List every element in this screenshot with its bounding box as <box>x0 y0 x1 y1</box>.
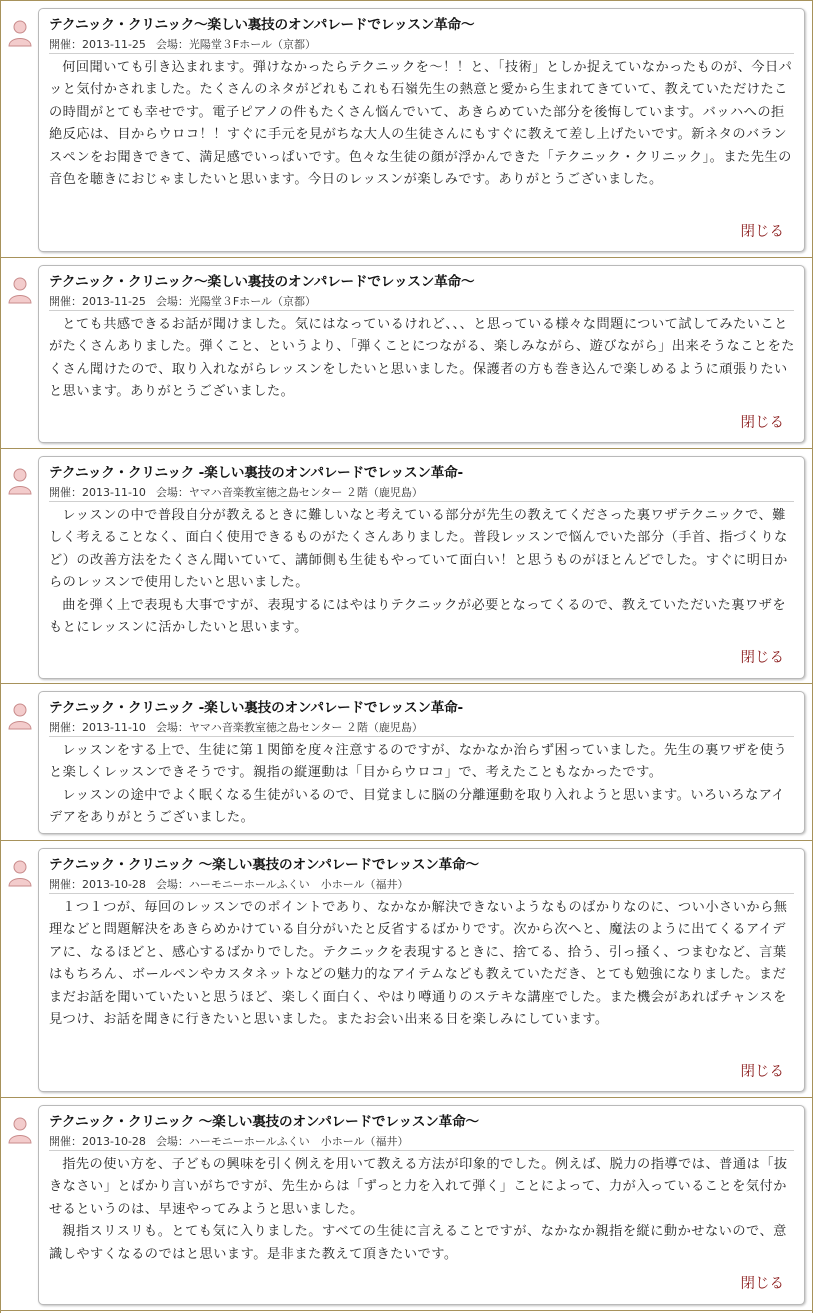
divider <box>49 310 794 311</box>
review-paragraph: 何回聞いても引き込まれます。弾けなかったらテクニックを～！！と、「技術」としか捉えていなかったものが、今日パッと気付かされました。たくさんのネタがどれもこれも石嶺先生の熱意と愛から生まれてきていて、教えていただけたこの時間がとても幸せです。電子ピアノの件もたくさん悩んでいて、あきらめていた部分を後悔しています。バッハへの拒絶反応は、目からウロコ！！すぐに手元を見がちな大人の生徒さんにもすぐに教えて差し上げたいです。新ネタのバランスペンをお聞きできて、満足感でいっぱいです。色々な生徒の顔が浮かんできた「テクニック・クリニック」。また先生の音色を聴きにおじゃましたいと思います。今日のレッスンが楽しみです。ありがとうございました。 <box>49 60 793 188</box>
divider <box>49 893 794 894</box>
review-paragraph: レッスンをする上で、生徒に第１関節を度々注意するのですが、なかなか治らず困っていました。先生の裏ワザを使うと楽しくレッスンできそうです。親指の縦運動は「目からウロコ」で、考えたこともなかったです。 <box>49 743 788 781</box>
review-card <box>38 848 805 1092</box>
review-title: テクニック・クリニック～楽しい裏技のオンパレードでレッスン革命～ <box>49 274 475 290</box>
user-avatar-icon <box>8 19 32 47</box>
close-link[interactable]: 閉じる <box>740 1276 784 1292</box>
divider <box>49 501 794 502</box>
review-date: 開催：2013-11-10 <box>49 721 146 734</box>
close-link[interactable]: 閉じる <box>740 415 784 431</box>
review-card <box>38 456 805 679</box>
review-title: テクニック・クリニック ～楽しい裏技のオンパレードでレッスン革命～ <box>49 857 479 873</box>
divider <box>49 1150 794 1151</box>
review-body <box>49 740 796 830</box>
review-entry <box>1 840 812 1097</box>
review-body <box>49 897 796 1031</box>
review-meta <box>49 1133 409 1149</box>
review-date: 開催：2013-11-10 <box>49 486 146 499</box>
review-body <box>49 57 796 191</box>
review-entry <box>1 0 812 257</box>
user-avatar-icon <box>8 467 32 495</box>
review-card <box>38 1105 805 1305</box>
review-paragraph: １つ１つが、毎回のレッスンでのポイントであり、なかなか解決できないようなものばかりなのに、つい小さいから無理などと問題解決をあきらめかけている自分がいたと反省するばかりです。次から次へと、魔法のように出てくるアイデアに、なるほどと、感心するばかりでした。テクニックを表現するときに、捨てる、拾う、引っ掻く、つまむなど、言葉はもちろん、ボールペンやカスタネットなどの魅力的なアイテムなども教えていただき、とても勉強になりました。まだまだお話を聞いていたいと思うほど、楽しく面白く、やはり噂通りのステキな講座でした。また機会があればチャンスを見つけ、お話を聞きに行きたいと思いました。またお会い出来る日を楽しみにしています。 <box>49 900 788 1028</box>
divider <box>49 736 794 737</box>
review-paragraph: レッスンの中で普段自分が教えるときに難しいなと考えている部分が先生の教えてくださった裏ワザテクニックで、難しく考えることなく、面白く使用できるものがたくさんありました。普段レッスンで悩んでいた部分（手首、指づくりなど）の改善方法をたくさん聞いていて、講師側も生徒もやっていて面白い！と思うものがほとんどでした。すぐに明日からのレッスンで使用したいと思いました。 <box>49 508 788 591</box>
review-date: 開催：2013-11-25 <box>49 295 146 308</box>
review-date: 開催：2013-10-28 <box>49 1135 146 1148</box>
review-venue: 会場：ハーモニーホールふくい 小ホール（福井） <box>155 1135 409 1148</box>
review-card <box>38 265 805 443</box>
review-paragraph: とても共感できるお話が聞けました。気にはなっているけれど、、、と思っている様々な問題について試してみたいことがたくさんありました。弾くこと、というより、「弾くことにつながる、楽しみながら、遊びながら」出来そうなことをたくさん聞けたので、取り入れながらレッスンをしたいと思いました。保護者の方も巻き込んで楽しめるように頑張りたいと思います。ありがとうございました。 <box>49 317 795 400</box>
divider <box>49 53 794 54</box>
review-card <box>38 8 805 252</box>
close-link[interactable]: 閉じる <box>740 1064 784 1080</box>
review-meta <box>49 293 316 309</box>
review-title: テクニック・クリニック～楽しい裏技のオンパレードでレッスン革命～ <box>49 17 475 33</box>
review-paragraph: 指先の使い方を、子どもの興味を引く例えを用いて教える方法が印象的でした。例えば、脱力の指導では、普通は「抜きなさい」とばかり言いがちですが、先生からは「ずっと力を入れて弾く」ことによって、力が入っていることを気付かせるというのは、早速やってみようと思いました。 <box>49 1157 788 1217</box>
review-body <box>49 314 796 404</box>
review-meta <box>49 36 316 52</box>
review-card <box>38 691 805 834</box>
review-meta <box>49 876 409 892</box>
close-link[interactable]: 閉じる <box>740 650 784 666</box>
review-title: テクニック・クリニック -楽しい裏技のオンパレードでレッスン革命- <box>49 465 463 481</box>
review-meta <box>49 719 423 735</box>
review-date: 開催：2013-10-28 <box>49 878 146 891</box>
user-avatar-icon <box>8 702 32 730</box>
close-link[interactable]: 閉じる <box>740 224 784 240</box>
review-entry <box>1 448 812 683</box>
user-avatar-icon <box>8 276 32 304</box>
review-date: 開催：2013-11-25 <box>49 38 146 51</box>
review-title: テクニック・クリニック -楽しい裏技のオンパレードでレッスン革命- <box>49 700 463 716</box>
review-venue: 会場：光陽堂３Fホール（京都） <box>155 295 317 308</box>
review-body <box>49 1154 796 1266</box>
review-paragraph: レッスンの途中でよく眠くなる生徒がいるので、目覚ましに脳の分離運動を取り入れようと思います。いろいろなアイデアをありがとうございました。 <box>49 787 785 826</box>
user-avatar-icon <box>8 859 32 887</box>
review-body <box>49 505 796 639</box>
review-entry <box>1 1097 812 1311</box>
review-venue: 会場：ヤマハ音楽教室徳之島センター ２階（鹿児島） <box>155 721 423 734</box>
review-paragraph: 曲を弾く上で表現も大事ですが、表現するにはやはりテクニックが必要となってくるので、教えていただいた裏ワザをもとにレッスンに活かしたいと思います。 <box>49 597 787 636</box>
review-paragraph: 親指スリスリも。とても気に入りました。すべての生徒に言えることですが、なかなか親指を縦に動かせないので、意識しやすくなるのではと思います。是非また教えて頂きたいです。 <box>49 1224 787 1262</box>
review-meta <box>49 484 423 500</box>
review-venue: 会場：ヤマハ音楽教室徳之島センター ２階（鹿児島） <box>155 486 423 499</box>
user-avatar-icon <box>8 1116 32 1144</box>
review-venue: 会場：光陽堂３Fホール（京都） <box>155 38 317 51</box>
review-entry <box>1 257 812 448</box>
review-entry <box>1 683 812 840</box>
review-title: テクニック・クリニック ～楽しい裏技のオンパレードでレッスン革命～ <box>49 1114 479 1130</box>
review-venue: 会場：ハーモニーホールふくい 小ホール（福井） <box>155 878 409 891</box>
